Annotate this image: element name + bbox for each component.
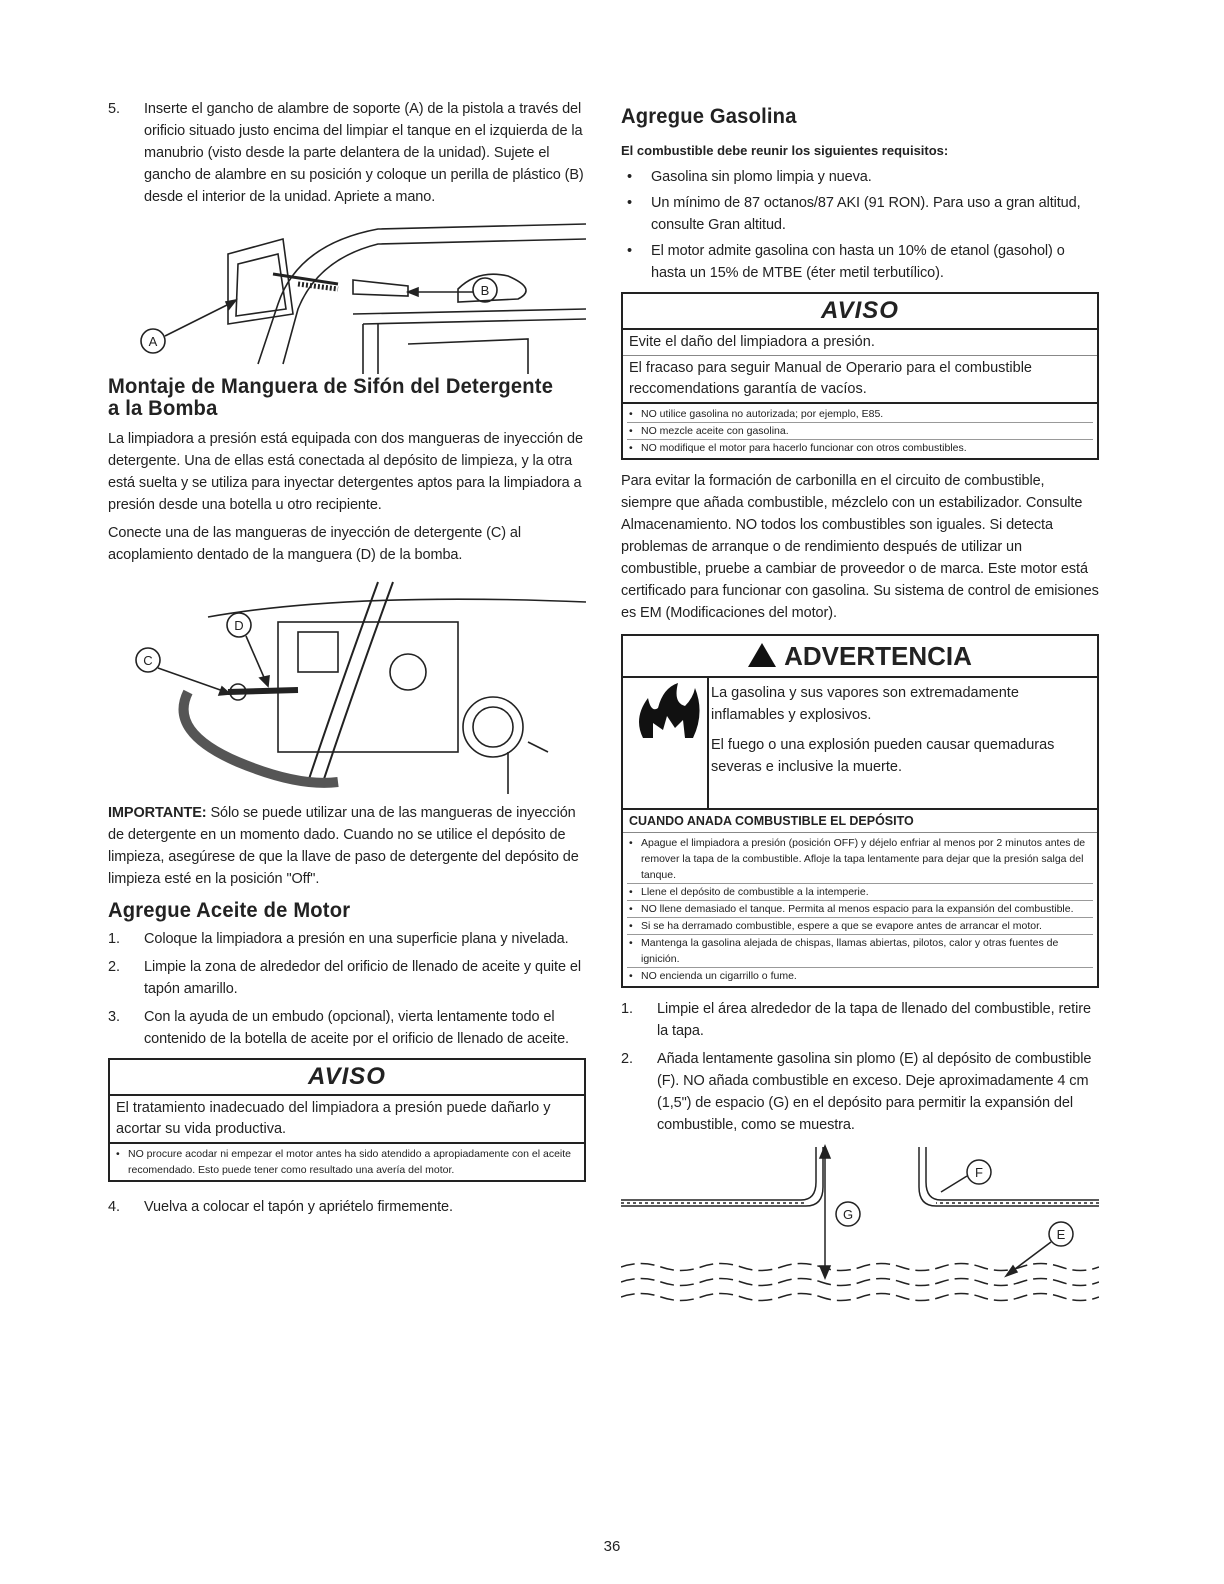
aviso-bullet: • NO mezcle aceite con gasolina. (627, 422, 1093, 439)
warning-header (623, 636, 1097, 678)
aviso-title: AVISO (623, 294, 1097, 330)
step-text: Inserte el gancho de alambre de soporte (A) de la pistola a través del orificio situado justo encima del limpiar el tanque en el izquierda de la manubrio (visto desde la parte delantera de la unidad). Sujete el gancho de alambre en su posición y coloque un perilla de plástico (B) desde el interior de la unidad. Apriete a mano. (144, 101, 584, 205)
step-number: 2. (621, 1051, 633, 1067)
fire-icon (623, 678, 707, 808)
oil-steps (108, 928, 586, 1050)
step-4 (108, 1196, 586, 1218)
warning-triangle-icon (748, 643, 776, 667)
important-text: Sólo se puede utilizar una de las mangueras de inyección de detergente en un momento dado. Cuando no se utilice el depósito de limpieza, asegúrese de que la llave de paso de detergente del depósito de limpieza esté en la posición "Off". (108, 805, 579, 887)
aviso-bullet: • NO utilice gasolina no autorizada; por ejemplo, E85. (627, 406, 1093, 422)
warning-bullet: • Apague el limpiadora a presión (posición OFF) y déjelo enfriar al menos por 2 minutos antes de remover la tapa de la combustible. Afloje la tapa lentamente para dejar que la presión salga del tanque. (627, 835, 1093, 883)
warning-bullet: • Si se ha derramado combustible, espere a que se evapore antes de arrancar el motor. (627, 917, 1093, 934)
step5-list (108, 98, 586, 208)
step-number: 3. (108, 1009, 120, 1025)
step-text: Coloque la limpiadora a presión en una superficie plana y nivelada. (144, 931, 569, 947)
aviso-title: AVISO (110, 1060, 584, 1096)
figure-pump-hose (108, 572, 586, 794)
requirement-item: • Gasolina sin plomo limpia y nueva. (621, 166, 1099, 188)
label-g: G (842, 1207, 854, 1222)
oil-step (108, 1006, 586, 1050)
gasoline-step (621, 1048, 1099, 1136)
page-number: 36 (603, 1538, 621, 1555)
warning-hazards (623, 678, 1097, 810)
detergent-paragraph-1: La limpiadora a presión está equipada con dos mangueras de inyección de detergente. Una de ellas está conectada al depósito de limpieza, y la otra está suelta y se utiliza para inyectar detergentes aptos para la limpiadora a presión desde una botella u otro recipiente. (108, 431, 583, 513)
gasoline-step (621, 998, 1099, 1042)
warning-title: ADVERTENCIA (784, 641, 972, 671)
warning-bullets (623, 833, 1097, 986)
label-c: C (143, 653, 153, 668)
step-text: Con la ayuda de un embudo (opcional), vierta lentamente todo el contenido de la botella de aceite por el orificio de llenado de aceite. (144, 1009, 569, 1047)
hazard-line: La gasolina y sus vapores son extremadamente inflamables y explosivos. (711, 685, 1019, 723)
section-title-gasoline: Agregue Gasolina (621, 105, 797, 128)
aviso-bullets (110, 1144, 584, 1180)
aviso-box-oil (108, 1058, 586, 1182)
oil-step (108, 956, 586, 1000)
step-number: 1. (108, 931, 120, 947)
warning-icons (623, 678, 709, 808)
step-number: 4. (108, 1199, 120, 1215)
step-text: Añada lentamente gasolina sin plomo (E) al depósito de combustible (F). NO añada combustible en exceso. Deje aproximadamente 4 cm (1,5") de espacio (G) en el depósito para permitir la expansión del combustible, como se muestra. (657, 1051, 1092, 1133)
step4-list (108, 1196, 586, 1218)
step-number: 5. (108, 101, 120, 117)
label-a: A (148, 334, 158, 349)
warning-bullet: • Mantenga la gasolina alejada de chispas, llamas abiertas, pilotos, calor y otras fuentes de ignición. (627, 934, 1093, 967)
section-title-detergent: Montaje de Manguera de Sifón del Detergente a la Bomba (108, 375, 554, 420)
aviso-text: El tratamiento inadecuado del limpiadora a presión puede dañarlo y acortar su vida productiva. (110, 1096, 584, 1144)
hazard-line: El fuego o una explosión pueden causar quemaduras severas e inclusive la muerte. (711, 737, 1055, 775)
aviso-line: El fracaso para seguir Manual de Operario para el combustible reccomendations garantía de vacíos. (623, 356, 1097, 404)
stabilizer-paragraph: Para evitar la formación de carbonilla en el circuito de combustible, siempre que añada combustible, mézclelo con un estabilizador. Consulte Almacenamiento. NO todos los combustibles son iguales. Si detecta problemas de arranque o de rendimiento después de utilizar un combustible, pruebe a cambiar de proveedor o de marca. Este motor está certificado para funcionar con gasolina. Su sistema de control de emisiones es EM (Modificaciones del motor). (621, 473, 1099, 621)
aviso-line: Evite el daño del limpiadora a presión. (623, 330, 1097, 356)
gasoline-steps (621, 998, 1099, 1136)
aviso-box-gasoline (621, 292, 1099, 460)
figure-fuel-level (621, 1142, 1099, 1302)
oil-step (108, 928, 586, 950)
aviso-bullet: • NO procure acodar ni empezar el motor antes ha sido atendido a apropiadamente con el aceite recomendado. Esto puede tener como resultado una avería del motor. (114, 1146, 580, 1178)
step-text: Limpie la zona de alrededor del orificio de llenado de aceite y quite el tapón amarillo. (144, 959, 581, 997)
step-number: 2. (108, 959, 120, 975)
label-f: F (975, 1165, 983, 1180)
warning-bullet: • NO llene demasiado el tanque. Permita al menos espacio para la expansión del combustible. (627, 900, 1093, 917)
requirement-item: • El motor admite gasolina con hasta un 10% de etanol (gasohol) o hasta un 15% de MTBE (éter metil terbutílico). (621, 240, 1099, 284)
warning-subhead: CUANDO ANADA COMBUSTIBLE EL DEPÓSITO (623, 810, 1097, 833)
figure-gun-holder (108, 214, 586, 374)
label-e: E (1056, 1227, 1066, 1242)
step-5 (108, 98, 586, 208)
requirement-item: • Un mínimo de 87 octanos/87 AKI (91 RON). Para uso a gran altitud, consulte Gran altitud. (621, 192, 1099, 236)
step-text: Limpie el área alrededor de la tapa de llenado del combustible, retire la tapa. (657, 1001, 1091, 1039)
requirements-list (621, 166, 1099, 284)
step-number: 1. (621, 1001, 633, 1017)
aviso-bullet: • NO modifique el motor para hacerlo funcionar con otros combustibles. (627, 439, 1093, 456)
left-column (108, 98, 586, 1224)
right-column (621, 98, 1099, 1302)
detergent-paragraph-2: Conecte una de las mangueras de inyección de detergente (C) al acoplamiento dentado de la manguera (D) de la bomba. (108, 525, 521, 563)
warning-hazard-text (709, 678, 1097, 808)
section-title-oil: Agregue Aceite de Motor (108, 899, 351, 922)
warning-box (621, 634, 1099, 988)
important-note (108, 802, 586, 890)
step-text: Vuelva a colocar el tapón y apriételo firmemente. (144, 1199, 453, 1215)
warning-bullet: • Llene el depósito de combustible a la intemperie. (627, 883, 1093, 900)
important-label: IMPORTANTE: (108, 805, 207, 821)
label-b: B (480, 283, 490, 298)
label-d: D (234, 618, 244, 633)
warning-bullet: • NO encienda un cigarrillo o fume. (627, 967, 1093, 984)
aviso-bullets (623, 404, 1097, 458)
requirements-heading: El combustible debe reunir los siguientes requisitos: (621, 143, 949, 158)
